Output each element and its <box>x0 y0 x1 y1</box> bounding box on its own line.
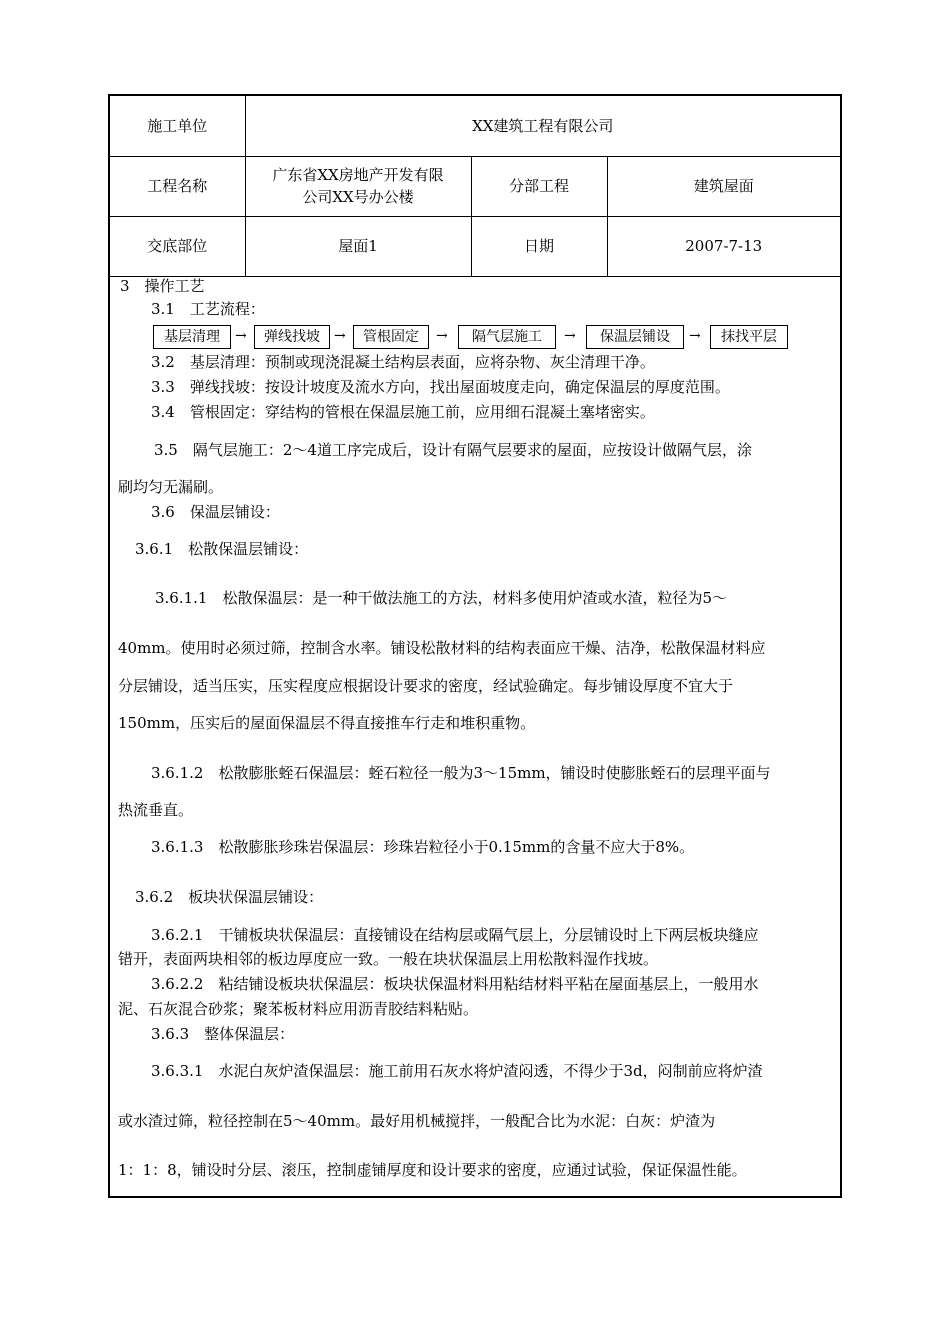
section-3-6-3: 3.6.3 整体保温层： <box>151 1025 295 1043</box>
section-3-6-1: 3.6.1 松散保温层铺设： <box>135 540 309 558</box>
header-table <box>110 96 840 277</box>
section-3-6-2-1-line2: 错开，表面两块相邻的板边厚度应一致。一般在块状保温层上用松散料湿作找坡。 <box>118 950 659 968</box>
section-3-6-3-1-line2: 或水渣过筛，粒径控制在5～40mm。最好用机械搅拌，一般配合比为水泥：白灰：炉渣为 <box>118 1112 716 1130</box>
section-3-heading: 3 操作工艺 <box>120 277 205 295</box>
flow-step-1: 基层清理 <box>153 325 231 349</box>
date-value: 2007-7-13 <box>607 216 840 276</box>
division-label: 分部工程 <box>471 156 607 216</box>
section-3-5-line2: 刷均匀无漏刷。 <box>118 478 224 496</box>
flow-step-6: 抹找平层 <box>710 325 788 349</box>
project-value <box>245 156 471 216</box>
disclosure-document <box>108 94 842 1198</box>
section-3-6: 3.6 保温层铺设： <box>151 503 280 521</box>
section-3-2: 3.2 基层清理：预制或现浇混凝土结构层表面，应将杂物、灰尘清理干净。 <box>151 353 655 371</box>
project-value-line2: 公司XX号办公楼 <box>302 188 414 206</box>
unit-value: XX建筑工程有限公司 <box>245 96 840 156</box>
section-3-6-1-1-line1: 3.6.1.1 松散保温层：是一种干做法施工的方法，材料多使用炉渣或水渣，粒径为5～ <box>155 589 728 607</box>
location-value: 屋面1 <box>245 216 471 276</box>
header-row-unit <box>110 96 840 156</box>
flow-arrow-1: → <box>235 328 247 344</box>
division-value: 建筑屋面 <box>607 156 840 216</box>
section-3-6-2-2-line1: 3.6.2.2 粘结铺设板块状保温层：板块状保温材料用粘结材料平粘在屋面基层上，一般用水 <box>151 975 759 993</box>
section-3-6-2-2-line2: 泥、石灰混合砂浆；聚苯板材料应用沥青胶结料粘贴。 <box>118 1000 479 1018</box>
section-3-6-1-2-line2: 热流垂直。 <box>118 801 194 819</box>
date-label: 日期 <box>471 216 607 276</box>
section-3-6-2: 3.6.2 板块状保温层铺设： <box>135 888 324 906</box>
flow-arrow-4: → <box>564 328 576 344</box>
section-3-6-1-2-line1: 3.6.1.2 松散膨胀蛭石保温层：蛭石粒径一般为3～15mm，铺设时使膨胀蛭石的层理平面与 <box>151 764 771 782</box>
section-3-6-1-1-line3: 分层铺设，适当压实，压实程度应根据设计要求的密度，经试验确定。每步铺设厚度不宜大于 <box>118 677 734 695</box>
flow-arrow-5: → <box>689 328 701 344</box>
section-3-6-1-1-line4: 150mm，压实后的屋面保温层不得直接推车行走和堆积重物。 <box>118 714 536 732</box>
flow-step-5: 保温层铺设 <box>586 325 684 349</box>
section-3-3: 3.3 弹线找坡：按设计坡度及流水方向，找出屋面坡度走向，确定保温层的厚度范围。 <box>151 378 730 396</box>
section-3-5-line1: 3.5 隔气层施工：2～4道工序完成后，设计有隔气层要求的屋面，应按设计做隔气层，涂 <box>154 441 752 459</box>
project-value-line1: 广东省XX房地产开发有限 <box>272 166 444 184</box>
header-row-location <box>110 216 840 276</box>
section-3-6-3-1-line3: 1：1：8，铺设时分层、滚压，控制虚铺厚度和设计要求的密度，应通过试验，保证保温性能。 <box>118 1161 747 1179</box>
unit-label: 施工单位 <box>110 96 245 156</box>
flow-arrow-2: → <box>334 328 346 344</box>
section-3-6-1-1-line2: 40mm。使用时必须过筛，控制含水率。铺设松散材料的结构表面应干燥、洁净，松散保温材料应 <box>118 639 766 657</box>
section-3-6-2-1-line1: 3.6.2.1 干铺板块状保温层：直接铺设在结构层或隔气层上，分层铺设时上下两层板块缝应 <box>151 926 759 944</box>
section-3-6-3-1-line1: 3.6.3.1 水泥白灰炉渣保温层：施工前用石灰水将炉渣闷透，不得少于3d，闷制前应将炉渣 <box>151 1062 763 1080</box>
location-label: 交底部位 <box>110 216 245 276</box>
flow-arrow-3: → <box>436 328 448 344</box>
section-3-1: 3.1 工艺流程： <box>151 300 265 318</box>
flow-step-3: 管根固定 <box>353 325 429 349</box>
flow-step-4: 隔气层施工 <box>458 325 556 349</box>
flow-step-2: 弹线找坡 <box>254 325 330 349</box>
header-row-project <box>110 156 840 216</box>
section-3-4: 3.4 管根固定：穿结构的管根在保温层施工前，应用细石混凝土塞堵密实。 <box>151 403 655 421</box>
section-3-6-1-3: 3.6.1.3 松散膨胀珍珠岩保温层：珍珠岩粒径小于0.15mm的含量不应大于8%。 <box>151 838 695 856</box>
project-label: 工程名称 <box>110 156 245 216</box>
